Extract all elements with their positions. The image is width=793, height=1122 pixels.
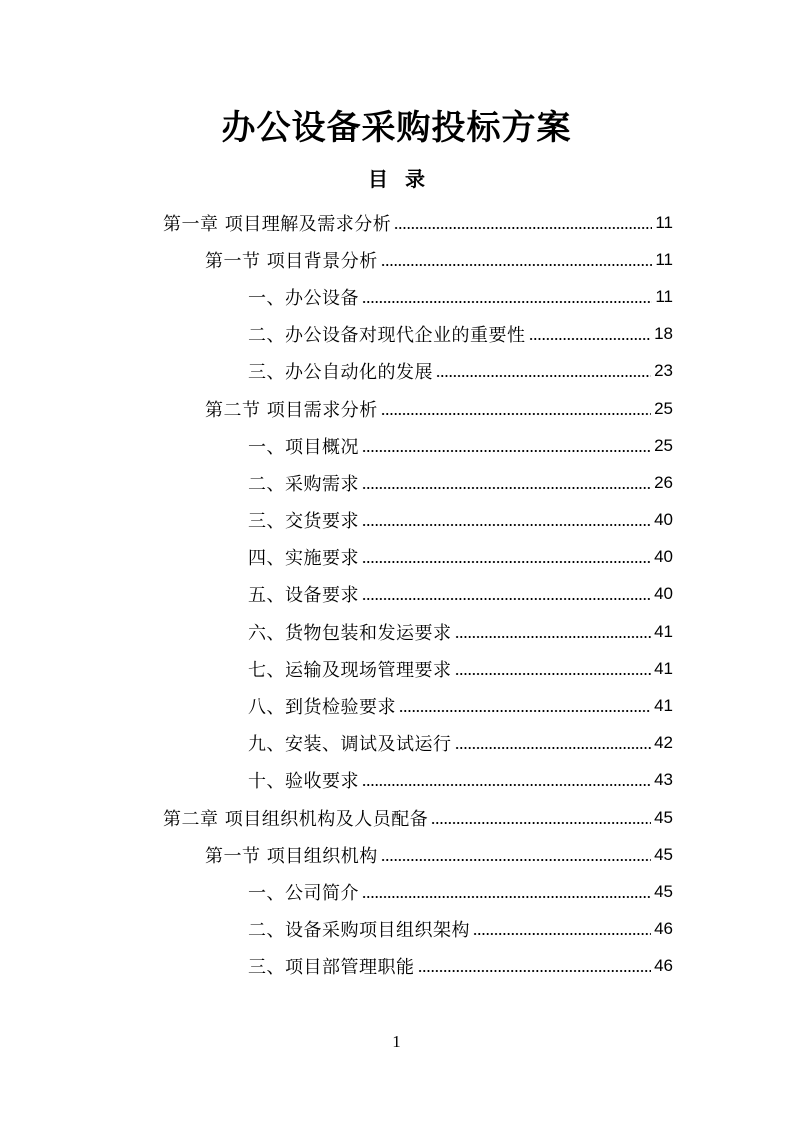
toc-dot-leader: [362, 585, 651, 603]
toc-entry-label: 一、项目概况: [248, 436, 359, 458]
toc-entry-label: 七、运输及现场管理要求: [248, 659, 452, 681]
toc-dot-leader: [529, 325, 652, 343]
toc-dot-leader: [394, 214, 652, 232]
table-of-contents: [0, 204, 793, 985]
toc-entry-page: 41: [654, 658, 673, 678]
toc-entry-page: 11: [655, 249, 673, 269]
toc-entry[interactable]: [0, 613, 793, 650]
toc-entry-page: 41: [654, 621, 673, 641]
toc-entry-page: 18: [654, 324, 673, 344]
toc-entry-page: 11: [655, 286, 673, 306]
toc-entry-label: 三、交货要求: [248, 511, 359, 533]
toc-entry-label: 三、办公自动化的发展: [248, 362, 433, 384]
toc-entry-page: 46: [654, 919, 673, 939]
toc-entry[interactable]: [0, 576, 793, 613]
toc-dot-leader: [362, 511, 651, 529]
toc-dot-leader: [381, 251, 653, 269]
toc-entry-label: 第一章 项目理解及需求分析: [163, 213, 392, 235]
toc-entry-label: 二、设备采购项目组织架构: [248, 920, 470, 942]
toc-entry-page: 23: [654, 361, 673, 381]
toc-entry-label: 九、安装、调试及试运行: [248, 734, 452, 756]
toc-dot-leader: [381, 400, 651, 418]
toc-dot-leader: [455, 660, 652, 678]
toc-entry-page: 45: [654, 844, 673, 864]
document-title: 办公设备采购投标方案: [221, 108, 572, 148]
toc-entry[interactable]: [0, 762, 793, 799]
toc-entry-label: 第一节 项目组织机构: [205, 845, 378, 867]
toc-entry-label: 第一节 项目背景分析: [205, 250, 378, 272]
toc-entry[interactable]: [0, 948, 793, 985]
toc-dot-leader: [455, 623, 652, 641]
toc-entry[interactable]: [0, 502, 793, 539]
toc-entry-page: 45: [654, 807, 673, 827]
toc-entry[interactable]: [0, 427, 793, 464]
toc-entry-page: 25: [654, 435, 673, 455]
toc-entry[interactable]: [0, 911, 793, 948]
toc-entry[interactable]: [0, 836, 793, 873]
toc-entry-label: 第二章 项目组织机构及人员配备: [163, 808, 429, 830]
toc-entry[interactable]: [0, 873, 793, 910]
toc-entry-label: 八、到货检验要求: [248, 697, 396, 719]
toc-dot-leader: [431, 809, 651, 827]
toc-dot-leader: [436, 362, 651, 380]
toc-entry-label: 十、验收要求: [248, 771, 359, 793]
toc-entry[interactable]: [0, 687, 793, 724]
toc-entry[interactable]: [0, 390, 793, 427]
toc-entry-label: 一、办公设备: [248, 287, 359, 309]
toc-dot-leader: [362, 474, 651, 492]
toc-entry-page: 43: [654, 770, 673, 790]
toc-entry-page: 46: [654, 956, 673, 976]
toc-entry-label: 第二节 项目需求分析: [205, 399, 378, 421]
toc-dot-leader: [362, 288, 652, 306]
toc-dot-leader: [362, 437, 651, 455]
toc-dot-leader: [455, 734, 652, 752]
page-number: 1: [392, 1032, 401, 1051]
toc-dot-leader: [473, 920, 651, 938]
toc-dot-leader: [418, 957, 652, 975]
toc-entry[interactable]: [0, 725, 793, 762]
toc-heading: 目 录: [368, 167, 425, 191]
toc-entry-page: 40: [654, 510, 673, 530]
toc-entry[interactable]: [0, 650, 793, 687]
toc-entry-label: 五、设备要求: [248, 585, 359, 607]
toc-entry-page: 42: [654, 733, 673, 753]
toc-entry-page: 41: [654, 696, 673, 716]
toc-entry-label: 一、公司简介: [248, 882, 359, 904]
toc-entry-label: 三、项目部管理职能: [248, 957, 415, 979]
toc-entry-label: 六、货物包装和发运要求: [248, 622, 452, 644]
toc-entry-label: 二、办公设备对现代企业的重要性: [248, 325, 526, 347]
toc-entry[interactable]: [0, 278, 793, 315]
toc-dot-leader: [362, 771, 651, 789]
toc-dot-leader: [399, 697, 651, 715]
toc-dot-leader: [381, 846, 651, 864]
toc-entry[interactable]: [0, 539, 793, 576]
toc-entry[interactable]: [0, 464, 793, 501]
toc-entry[interactable]: [0, 241, 793, 278]
toc-entry-page: 40: [654, 547, 673, 567]
toc-entry-page: 26: [654, 472, 673, 492]
toc-entry[interactable]: [0, 799, 793, 836]
toc-entry-page: 45: [654, 881, 673, 901]
toc-dot-leader: [362, 548, 651, 566]
toc-entry-page: 11: [655, 212, 673, 232]
toc-entry[interactable]: [0, 353, 793, 390]
toc-dot-leader: [362, 883, 651, 901]
toc-entry-page: 25: [654, 398, 673, 418]
toc-entry-label: 二、采购需求: [248, 473, 359, 495]
toc-entry[interactable]: [0, 316, 793, 353]
toc-entry-label: 四、实施要求: [248, 548, 359, 570]
toc-entry[interactable]: [0, 204, 793, 241]
toc-entry-page: 40: [654, 584, 673, 604]
